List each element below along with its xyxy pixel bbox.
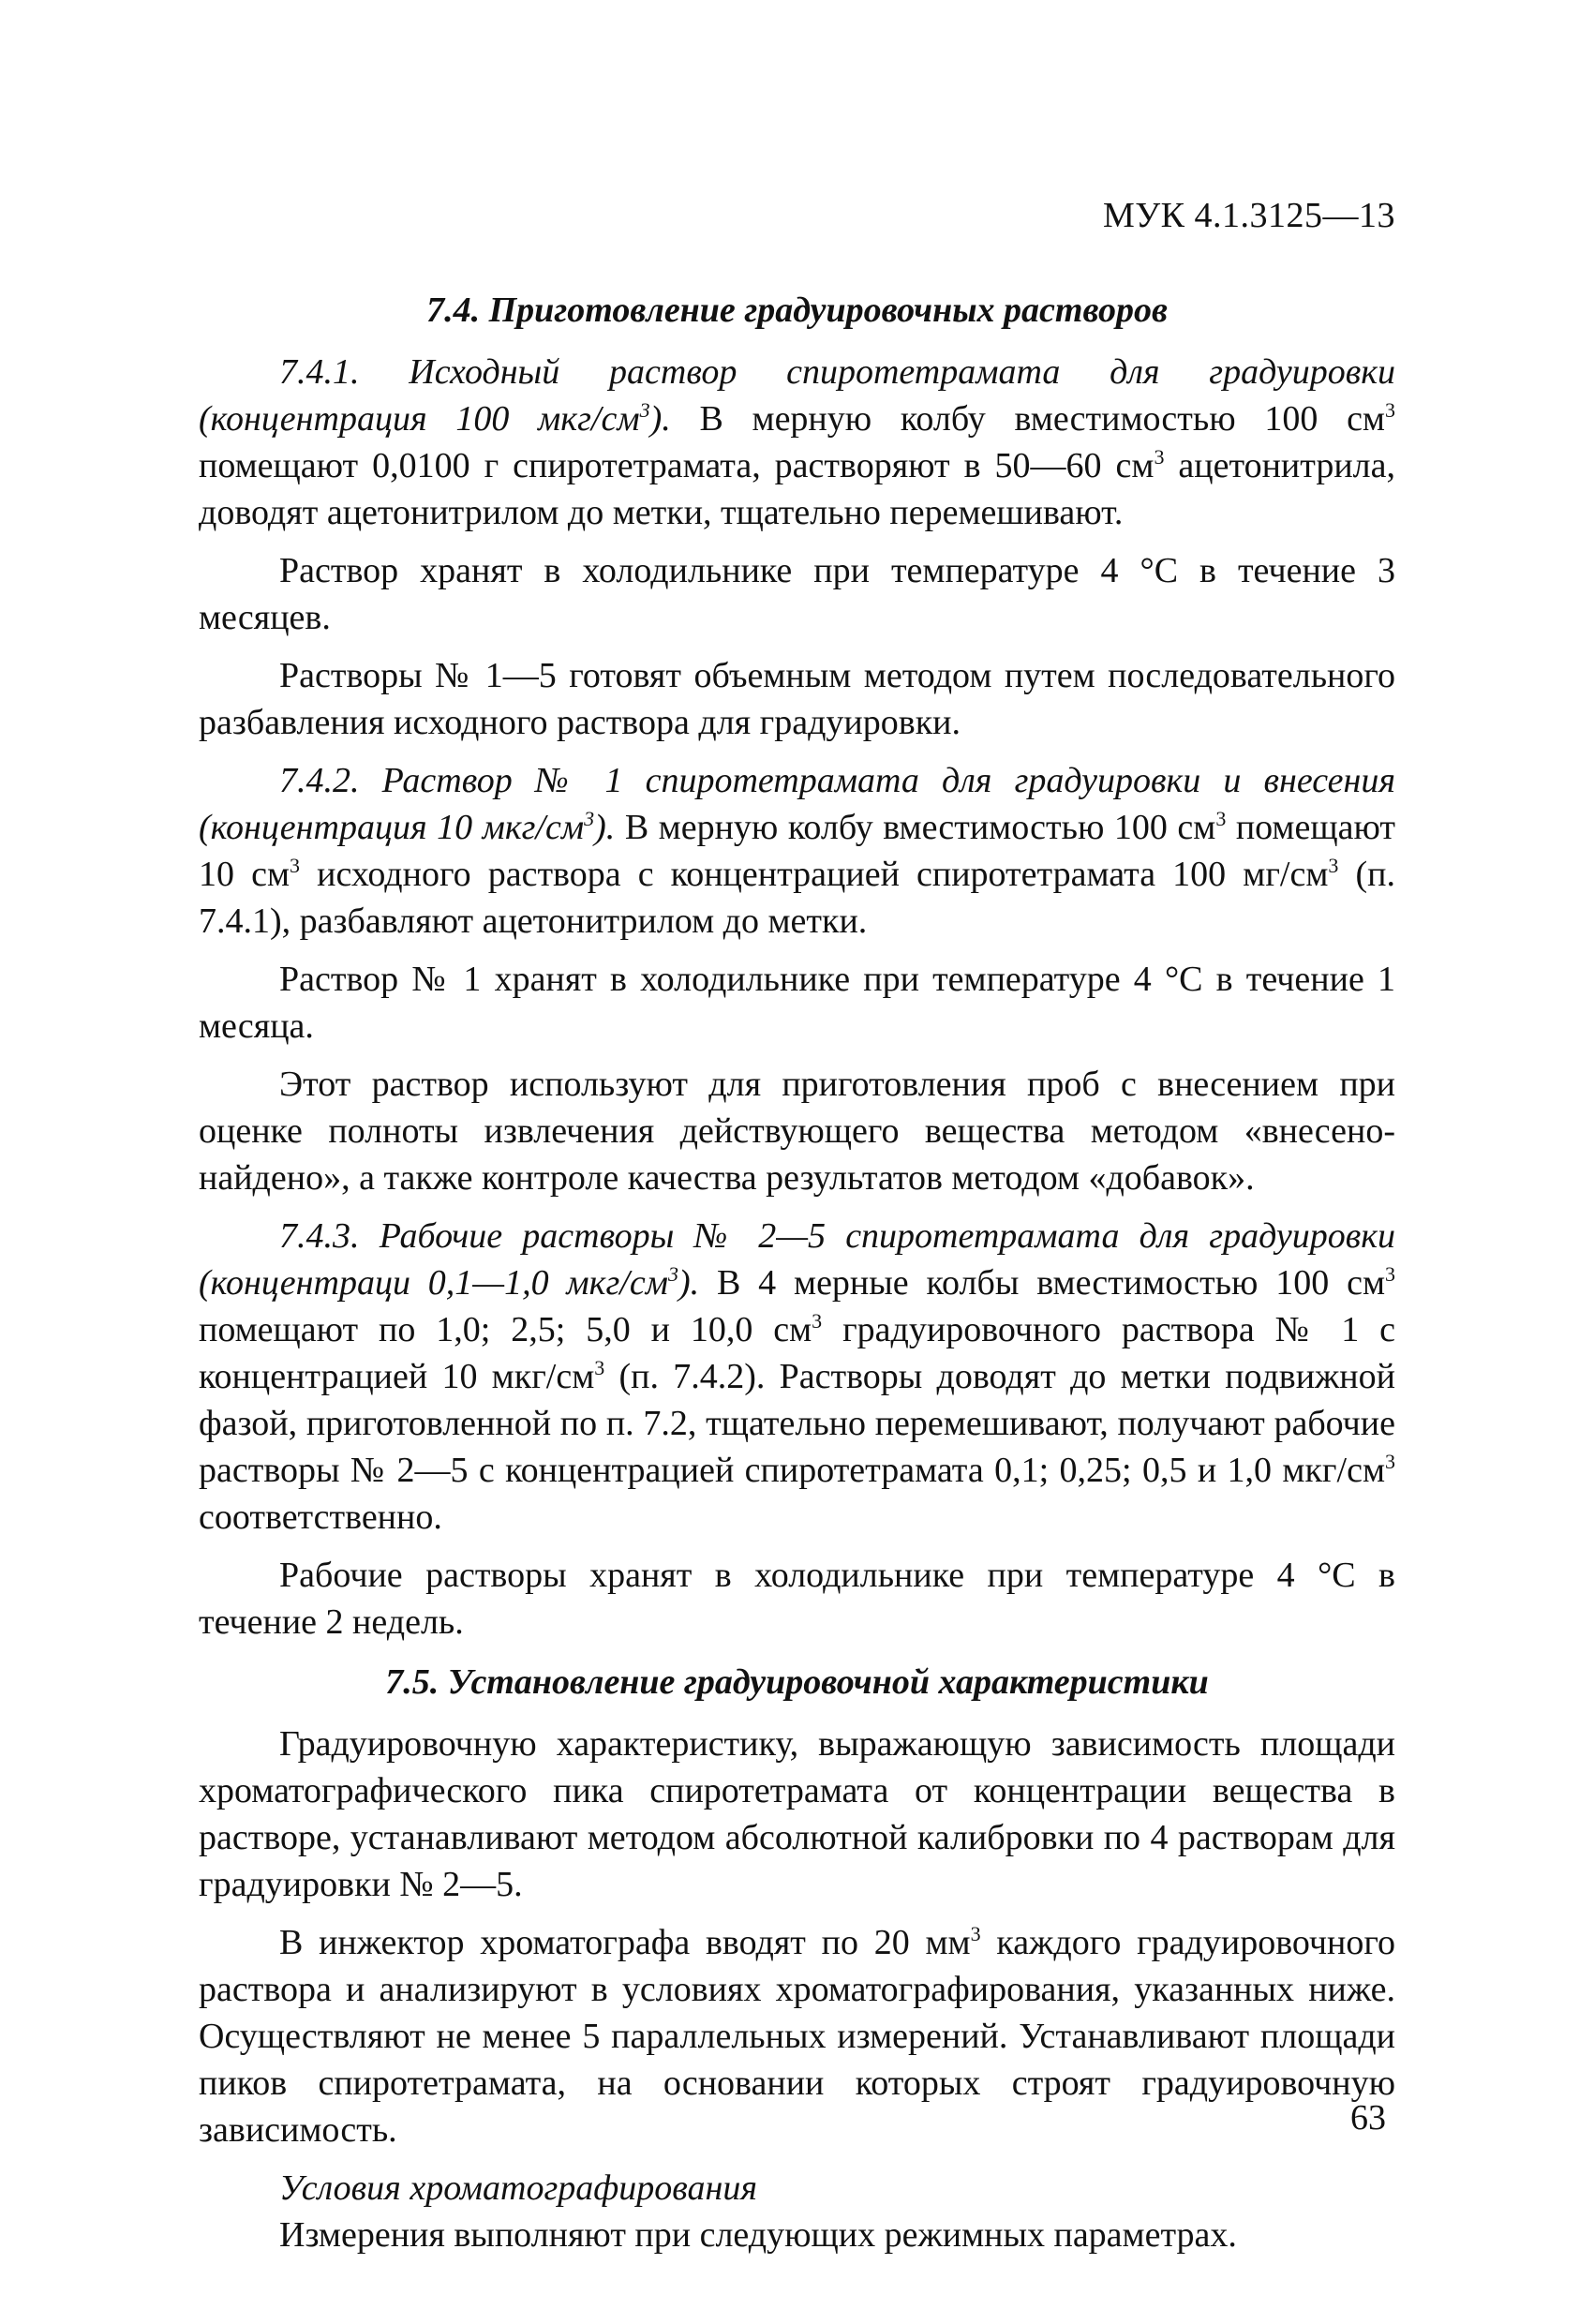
paragraph-storage-stock: Раствор хранят в холодильнике при температуре 4 °C в течение 3 месяцев. <box>199 551 1395 637</box>
page-number: 63 <box>1350 2098 1386 2138</box>
paragraph-7-4-2-heading: 7.4.2. Раствор № 1 спиротетрамата для градуировки и внесения (концентрация 10 мкг/$см^3$). <box>199 761 1395 847</box>
paragraph-measurement: Измерения выполняют при следующих режимных параметрах. <box>279 2215 1237 2255</box>
paragraph-storage-solution-1: Раствор № 1 хранят в холодильнике при температуре 4 °C в течение 1 месяца. <box>199 960 1395 1046</box>
section-7-5-title: 7.5. Установление градуировочной характеристики <box>385 1662 1209 1702</box>
paragraph-7-4-2: 7.4.2. Раствор № 1 спиротетрамата для градуировки и внесения (концентрация 10 мкг/$см^3$). В мерную колбу вместимостью 100 $см^3$ помещают 10 $см^3$ исходного раствора с концентрацией спиротетрамата 100 $мг/см^3$ (п. 7.4.1), разбавляют ацетонитрилом до метки. <box>199 761 1395 941</box>
paragraph-7-4-1: 7.4.1. Исходный раствор спиротетрамата для градуировки (концентрация 100 мкг/$см^3$). В мерную колбу вместимостью 100 $см^3$ помещают 0,0100 г спиротетрамата, растворяют в 50—60 $см^3$ ацетонитрила, доводят ацетонитрилом до метки, тщательно перемешивают. <box>199 352 1395 532</box>
paragraph-7-4-1-heading: 7.4.1. Исходный раствор спиротетрамата для градуировки (концентрация 100 мкг/$см^3$). <box>199 352 1395 439</box>
paragraph-usage: Этот раствор используют для приготовления проб с внесением при оценке полноты извлечения действующего вещества методом «внесено-найдено», а также контроле качества результатов методом «добавок». <box>199 1065 1395 1198</box>
paragraph-storage-working: Рабочие растворы хранят в холодильнике при температуре 4 °C в течение 2 недель. <box>199 1556 1395 1642</box>
conditions-heading: Условия хроматографирования <box>279 2168 758 2208</box>
document-code: МУК 4.1.3125—13 <box>1102 196 1395 235</box>
paragraph-preparation-method: Растворы № 1—5 готовят объемным методом путем последовательного разбавления исходного раствора для градуировки. <box>199 656 1395 742</box>
paragraph-calibration: Градуировочную характеристику, выражающую зависимость площади хроматографического пика спиротетрамата от концентрации вещества в растворе, устанавливают методом абсолютной калибровки по 4 растворам для градуировки № 2—5. <box>199 1724 1395 1904</box>
page-body <box>199 274 1395 2270</box>
paragraph-7-4-3-heading: 7.4.3. Рабочие растворы № 2—5 спиротетрамата для градуировки (концентраци 0,1—1,0 мкг/$см^3$). <box>199 1216 1395 1303</box>
paragraph-7-4-3: 7.4.3. Рабочие растворы № 2—5 спиротетрамата для градуировки (концентраци 0,1—1,0 мкг/$см^3$). В 4 мерные колбы вместимостью 100 $см^3$ помещают по 1,0; 2,5; 5,0 и 10,0 $см^3$ градуировочного раствора № 1 с концентрацией 10 мкг/$см^3$ (п. 7.4.2). Растворы доводят до метки подвижной фазой, приготовленной по п. 7.2, тщательно перемешивают, получают рабочие растворы № 2—5 с концентрацией спиротетрамата 0,1; 0,25; 0,5 и 1,0 мкг/$см^3$ соответственно. <box>199 1216 1395 1537</box>
paragraph-injection: В инжектор хроматографа вводят по 20 $мм^3$ каждого градуировочного раствора и анализируют в условиях хроматографирования, указанных ниже. Осуществляют не менее 5 параллельных измерений. Устанавливают площади пиков спиротетрамата, на основании которых строят градуировочную зависимость. <box>199 1922 1396 2150</box>
section-7-4-title: 7.4. Приготовление градуировочных растворов <box>426 290 1168 330</box>
